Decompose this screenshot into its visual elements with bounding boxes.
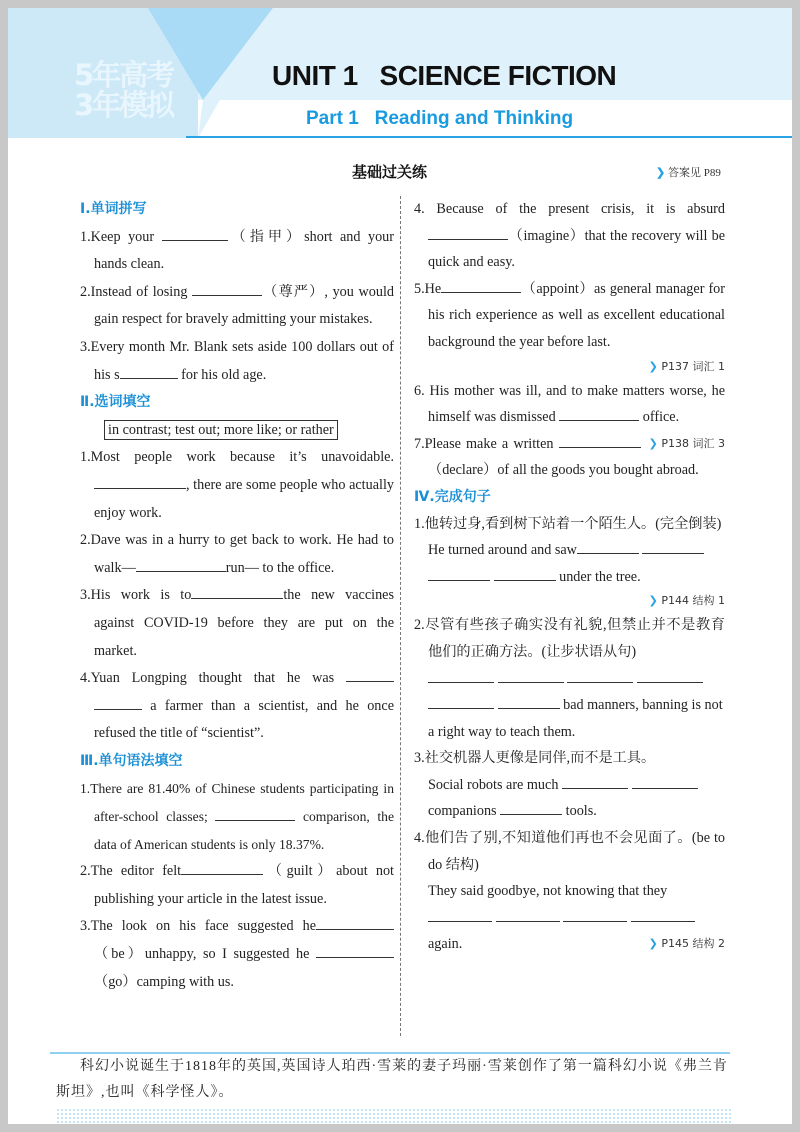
section-title: 基础过关练 bbox=[352, 163, 428, 181]
question: 2.Instead of losing （尊严）, you would gain respect for bravely admitting your mistakes. bbox=[80, 283, 394, 328]
footer-note: 科幻小说诞生于1818年的英国,英国诗人珀西·雪莱的妻子玛丽·雪莱创作了第一篇科幻小说《弗兰肯斯坦》,也叫《科学怪人》。 bbox=[56, 1059, 728, 1100]
question: 1.Keep your （指甲）short and your hands clean. bbox=[80, 228, 394, 273]
answer-blank[interactable] bbox=[192, 282, 262, 296]
question: 1.他转过身,看到树下站着一个陌生人。(完全倒装) bbox=[414, 515, 722, 532]
answer-blank[interactable] bbox=[500, 801, 562, 815]
answer-blank[interactable] bbox=[428, 567, 490, 581]
reference-tag: ❯ P145 结构 2 bbox=[648, 937, 725, 951]
answer-blank[interactable] bbox=[428, 908, 492, 922]
right-column bbox=[414, 196, 725, 958]
reference-tag: ❯ P138 词汇 3 bbox=[648, 436, 725, 450]
answer-blank[interactable] bbox=[567, 669, 633, 683]
answer-reference: ❯ 答案见 P89 bbox=[656, 167, 721, 179]
answer-blank[interactable] bbox=[428, 695, 494, 709]
question: 4. Because of the present crisis, it is absurd （imagine）that the recovery will be quick and easy. bbox=[414, 201, 725, 271]
answer-blank[interactable] bbox=[498, 695, 560, 709]
heading-grammar: Ⅲ.单句语法填空 bbox=[80, 752, 183, 769]
unit-title: UNIT 1 SCIENCE FICTION bbox=[272, 60, 617, 91]
question: 3.Every month Mr. Blank sets aside 100 dollars out of his s for his old age. bbox=[80, 338, 394, 383]
answer-blank[interactable] bbox=[316, 944, 394, 958]
answer-blank[interactable] bbox=[559, 434, 641, 448]
heading-spelling: Ⅰ.单词拼写 bbox=[80, 201, 147, 217]
page bbox=[8, 8, 792, 1124]
answer-blank[interactable] bbox=[498, 669, 564, 683]
word-box: in contrast; test out; more like; or rather bbox=[104, 420, 338, 440]
question: 5.He （appoint）as general manager for his rich experience as well as excellent educational background the year before last. bbox=[414, 280, 725, 350]
answer-blank[interactable] bbox=[94, 696, 142, 710]
answer-blank[interactable] bbox=[181, 861, 263, 875]
answer-blank[interactable] bbox=[428, 226, 508, 240]
question: 3.The look on his face suggested he（be）unhappy, so I suggested he （go）camping with us. bbox=[80, 913, 394, 996]
answer-blank[interactable] bbox=[346, 668, 394, 682]
answer-blank[interactable] bbox=[162, 227, 228, 241]
answer-blank[interactable] bbox=[120, 365, 178, 379]
question: 2.尽管有些孩子确实没有礼貌,但禁止并不是教育他们的正确方法。(让步状语从句) bbox=[414, 617, 725, 660]
answer-blank[interactable] bbox=[441, 279, 521, 293]
answer-line: He turned around and saw under the tree. bbox=[414, 537, 725, 590]
answer-blank[interactable] bbox=[642, 540, 704, 554]
answer-blank[interactable] bbox=[631, 908, 695, 922]
brand-logo: 5年高考 3年模拟 bbox=[74, 58, 174, 122]
reference-tag: ❯ P137 词汇 1 bbox=[648, 359, 725, 373]
answer-line: Social robots are much companions tools. bbox=[414, 772, 725, 825]
answer-blank[interactable] bbox=[215, 807, 295, 821]
answer-blank[interactable] bbox=[94, 475, 186, 489]
answer-line: They said goodbye, not knowing that they again. ❯ P145 结构 2 bbox=[414, 878, 725, 958]
question: 7.Please make a written （declare）of all the goods you bought abroad. bbox=[414, 435, 699, 479]
part-title: Part 1 Reading and Thinking bbox=[306, 108, 574, 129]
dot-pattern bbox=[56, 1108, 732, 1124]
question: 6. His mother was ill, and to make matters worse, he himself was dismissed office. ❯ P138 词汇 3 bbox=[414, 378, 725, 431]
question: 4.Yuan Longping thought that he was a farmer than a scientist, and he once refused the title of “scientist”. bbox=[80, 670, 394, 742]
reference-tag: ❯ P144 结构 1 bbox=[648, 594, 725, 608]
answer-blank[interactable] bbox=[637, 669, 703, 683]
answer-blank[interactable] bbox=[136, 558, 226, 572]
header-rule bbox=[186, 136, 792, 138]
question: 2.Dave was in a hurry to get back to work. He had to walk— run— to the office. bbox=[80, 532, 394, 576]
question: 3.His work is to the new vaccines against COVID-19 before they are put on the market. bbox=[80, 587, 394, 659]
answer-blank[interactable] bbox=[632, 775, 698, 789]
answer-blank[interactable] bbox=[428, 669, 494, 683]
column-divider bbox=[400, 196, 401, 1036]
answer-blank[interactable] bbox=[577, 540, 639, 554]
arrow-icon: ❯ bbox=[656, 167, 666, 179]
question: 2.The editor felt （guilt）about not publishing your article in the latest issue. bbox=[80, 863, 394, 907]
question: 1.There are 81.40% of Chinese students participating in after-school classes; comparison, the data of American students is only 18.37%. bbox=[80, 781, 394, 852]
answer-blank[interactable] bbox=[496, 908, 560, 922]
answer-blank[interactable] bbox=[563, 908, 627, 922]
answer-blank[interactable] bbox=[494, 567, 556, 581]
answer-blank[interactable] bbox=[191, 585, 283, 599]
question: 4.他们告了别,不知道他们再也不会见面了。(be to do 结构) bbox=[414, 830, 725, 873]
answer-blank[interactable] bbox=[562, 775, 628, 789]
question: 1.Most people work because it’s unavoidable. , there are some people who actually enjoy work. bbox=[80, 449, 394, 521]
heading-word-choice: Ⅱ.选词填空 bbox=[80, 394, 151, 411]
heading-complete-sentences: Ⅳ.完成句子 bbox=[414, 488, 491, 505]
answer-blank[interactable] bbox=[316, 916, 394, 930]
answer-blank[interactable] bbox=[559, 407, 639, 421]
answer-line: bad manners, banning is not a right way to teach them. bbox=[414, 666, 725, 746]
left-column bbox=[80, 196, 394, 996]
question: 3.社交机器人更像是同伴,而不是工具。 bbox=[414, 750, 656, 767]
